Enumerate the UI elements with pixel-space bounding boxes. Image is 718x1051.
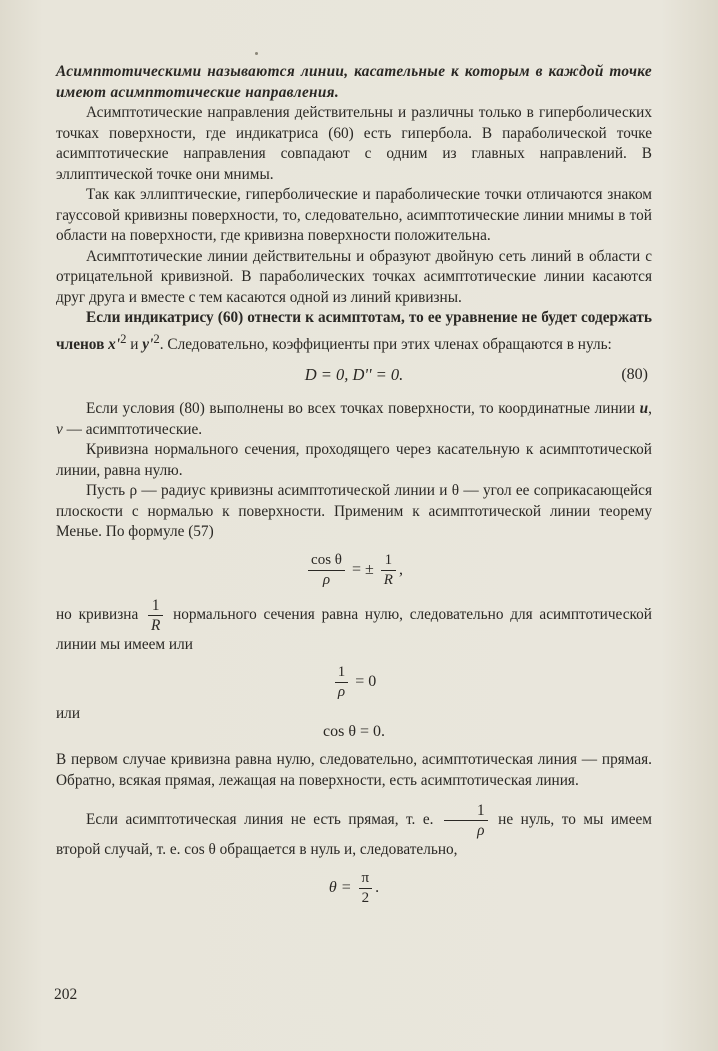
page-number: 202 bbox=[54, 986, 78, 1003]
text-run: но кривизна bbox=[56, 605, 145, 623]
math-v: v bbox=[56, 420, 63, 438]
fraction: $\frac{1}{R}$ bbox=[148, 596, 163, 635]
paragraph: Пусть ρ — радиус кривизны асимптотической линии и θ — угол ее соприкасающейся плоскости с нормалью к поверхности. Применим к асимптотической линии теорему Менье. По формуле (57) bbox=[56, 482, 652, 541]
fraction: $\frac{\text{cos θ}}{\rho}$ bbox=[308, 551, 345, 590]
or-word: или bbox=[56, 705, 81, 723]
paragraph bbox=[56, 308, 652, 355]
math-u: u bbox=[639, 400, 649, 418]
text-run: и bbox=[126, 335, 143, 353]
text-run: . Следовательно, коэффициенты при этих членах обращаются в нуль: bbox=[159, 335, 612, 353]
fraction: $\frac{1}{\rho}$ bbox=[444, 801, 488, 840]
definition: Асимптотическими называются линии, касательные к которым в каждой точке имеют асимптотические направления. bbox=[56, 63, 652, 101]
equals-zero: = 0 bbox=[351, 673, 377, 691]
formula-lhs: θ = bbox=[328, 878, 356, 896]
fraction: $\frac{1}{\rho}$ bbox=[335, 663, 349, 702]
text-run: — асимптотические. bbox=[62, 420, 203, 438]
paragraph: В первом случае кривизна равна нулю, следовательно, асимптотическая линия — прямая. Обратно, всякая прямая, лежащая на поверхности, есть асимптотическая линия. bbox=[56, 751, 652, 789]
text-run: не нуль, то мы имеем второй случай, т. е. cos θ обращается в нуль и, следовательно, bbox=[56, 811, 652, 859]
paragraph: Кривизна нормального сечения, проходящего через касательную к асимптотической линии, равна нулю. bbox=[56, 441, 652, 479]
exponent: 2 bbox=[120, 331, 127, 346]
paragraph bbox=[56, 399, 652, 440]
exponent: 2 bbox=[153, 331, 160, 346]
equation-number: (80) bbox=[621, 366, 648, 384]
math-y: y' bbox=[142, 335, 154, 353]
text-run: Если асимптотическая линия не есть прямая, т. е. bbox=[86, 811, 442, 829]
fraction: $\frac{\pi}{2}$ bbox=[359, 869, 373, 908]
formula-cos-row bbox=[56, 704, 652, 744]
text-run: Если индикатрису (60) отнести к асимптотам, то ее уравнение не будет содержать членов bbox=[56, 309, 652, 353]
paragraph bbox=[56, 596, 652, 656]
page-body bbox=[56, 62, 652, 908]
equals-sign: = ± bbox=[347, 560, 378, 578]
print-speck bbox=[255, 52, 258, 55]
paragraph: Так как эллиптические, гиперболические и параболические точки отличаются знаком гауссовой кривизны поверхности, то, следовательно, асимптотические линии мнимы в той области на поверхности, где кривизна поверхности положительна. bbox=[56, 186, 652, 244]
equation-body: D = 0, D'' = 0. bbox=[304, 365, 404, 385]
formula-cos: cos θ = 0. bbox=[322, 723, 385, 741]
text-run: , bbox=[648, 400, 652, 418]
formula-theta bbox=[56, 869, 652, 908]
punctuation: , bbox=[398, 560, 403, 578]
fraction: $\frac{1}{R}$ bbox=[381, 551, 396, 590]
text-run: Если условия (80) выполнены во всех точках поверхности, то координатные линии bbox=[86, 400, 640, 418]
text-run: нормального сечения равна нулю, следовательно для асимптотической линии мы имеем или bbox=[56, 605, 652, 653]
paragraph: Асимптотические линии действительны и образуют двойную сеть линий в области с отрицательной кривизной. В параболических точках асимптотические линии касаются друг друга и вместе с тем касаются одной из линий кривизны. bbox=[56, 247, 652, 306]
formula-one-over-rho bbox=[56, 663, 652, 702]
equation-80 bbox=[56, 361, 652, 391]
math-x: x' bbox=[108, 335, 121, 353]
punctuation: . bbox=[375, 878, 380, 896]
paragraph bbox=[56, 801, 652, 861]
formula-57 bbox=[56, 551, 652, 590]
paragraph: Асимптотические направления действительны и различны только в гиперболических точках поверхности, где индикатриса (60) есть гипербола. В параболической точке асимптотические направления совпадают с одним из главных направлений. В эллиптической точке они мнимы. bbox=[56, 104, 652, 183]
